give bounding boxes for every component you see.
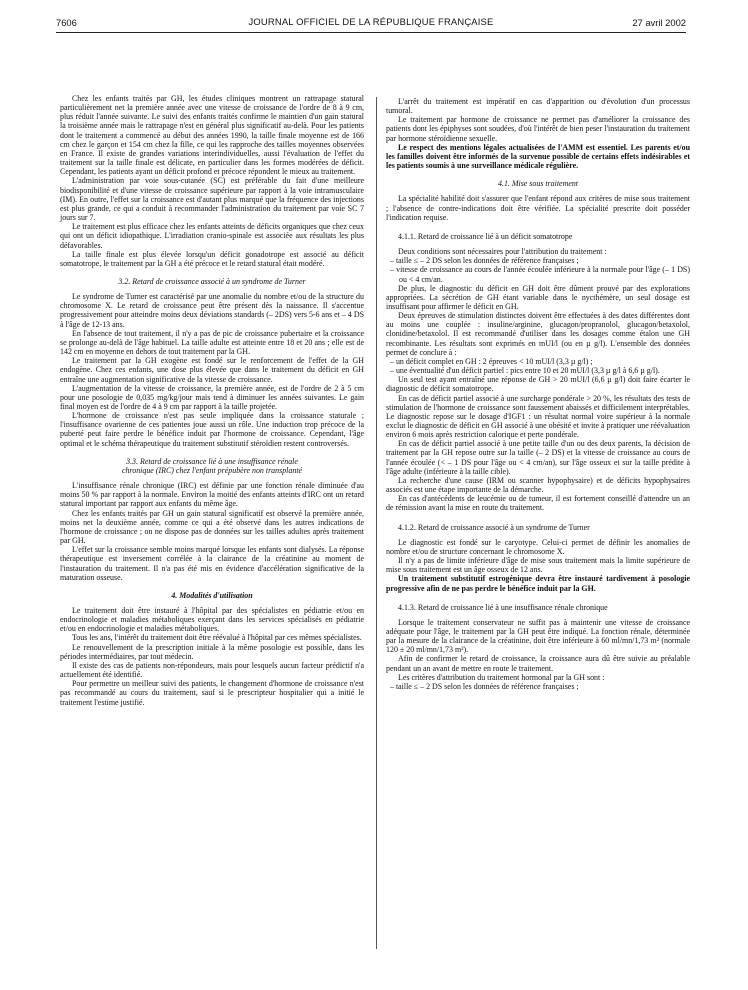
paragraph: L'arrêt du traitement est impératif en cas d'apparition ou d'évolution d'un processus tumoral. [386, 97, 690, 116]
paragraph: L'insuffisance rénale chronique (IRC) est définie par une fonction rénale diminuée d'au moins 50 % par rapport à la normale. Environ la moitié des enfants atteints d'IRC ont un retard statural important par rapport aux enfants du même âge. [60, 481, 364, 509]
paragraph: En cas d'antécédents de leucémie ou de tumeur, il est fortement conseillé d'attendre un an de rémission avant la mise en route du traitement. [386, 494, 690, 513]
paragraph: L'augmentation de la vitesse de croissance, la première année, est de l'ordre de 2 à 5 cm pour une posologie de 0,035 mg/kg/jour mais tend à diminuer les années suivantes. Le gain final moyen est de l'ordre de 4 à 9 cm par rapport à la taille projetée. [60, 383, 364, 411]
paragraph: Le diagnostic est fondé sur le caryotype. Celui-ci permet de définir les anomalies de nombre et/ou de structure concernant le chromosome X. [386, 537, 690, 556]
paragraph: Afin de confirmer le retard de croissance, la croissance aura dû être suivie au préalable pendant un an avant de mettre en route le traitement. [386, 654, 690, 673]
list-item: – vitesse de croissance au cours de l'année écoulée inférieure à la normale pour l'âge (– 1 DS) ou < 4 cm/an. [390, 265, 690, 284]
paragraph: Le traitement est plus efficace chez les enfants atteints de déficits organiques que chez ceux qui ont un déficit idiopathique. L'irradiation cranio-spinale est associée aux résultats les plus défavorables. [60, 222, 364, 250]
paragraph: Les critères d'attribution du traitement hormonal par la GH sont : [398, 672, 605, 682]
section-heading-3-3-line1: 3.3. Retard de croissance lié à une insuffisance rénale [126, 456, 298, 466]
paragraph: Pour permettre un meilleur suivi des patients, le changement d'hormone de croissance n'est pas recommandé au cours du traitement, sauf si le prescripteur hospitalier qui a initié le traitement l'estime justifié. [60, 679, 364, 707]
paragraph: L'administration par voie sous-cutanée (SC) est préférable du fait d'une meilleure biodisponibilité et d'une vitesse de croissance supérieure par rapport à la voie intramusculaire (IM). En outre, l'effet sur la croissance est d'autant plus marqué que la fréquence des injections est plus grande, ce qui a conduit à recommander l'administration du traitement par voie SC 7 jours sur 7. [60, 176, 364, 223]
paragraph: En cas de déficit partiel associé à une petite taille d'un ou des deux parents, la décision de traitement par la GH repose outre sur la taille (– 2 DS) et la vitesse de croissance au cours de l'année écoulée (< – 1 DS pour l'âge ou < 4 cm/an), sur l'âge osseux et sur la taille prédite à l'âge adulte (inférieure à la taille cible). [386, 439, 690, 476]
list-item: – un déficit complet en GH : 2 épreuves < 10 mUI/l (3,3 µ g/l) ; [390, 356, 593, 366]
section-heading-3-3-line2: chronique (IRC) chez l'enfant prépubère non transplanté [121, 465, 303, 475]
section-heading-4: 4. Modalités d'utilisation [171, 590, 253, 600]
paragraph: Le renouvellement de la prescription initiale à la même posologie est possible, dans les périodes intermédiaires, par tout médecin. [60, 642, 364, 661]
criteria-list [386, 256, 690, 283]
paragraph: Le syndrome de Turner est caractérisé par une anomalie du nombre et/ou de la structure du chromosome X. Le retard de croissance peut être présent dès la naissance. Il s'accentue progressivement pour atteindre moins deux déviations standards (– 2DS) vers 5-6 ans et – 4 DS à l'âge de 12-13 ans. [60, 292, 364, 329]
header-rule [56, 32, 686, 33]
journal-title: JOURNAL OFFICIEL DE LA RÉPUBLIQUE FRANÇAISE [248, 16, 494, 27]
list-item: – taille ≤ – 2 DS selon les données de référence françaises ; [390, 681, 579, 691]
paragraph: Tous les ans, l'intérêt du traitement doit être réévalué à l'hôpital par ces mêmes spécialistes. [72, 633, 362, 643]
paragraph: Le traitement par hormone de croissance ne permet pas d'améliorer la croissance des patients dont les épiphyses sont soudées, d'où l'intérêt de bien peser l'instauration du traitement par hormone stéroïdienne sexuelle. [386, 115, 690, 143]
criteria-list [386, 682, 690, 691]
paragraph: De plus, le diagnostic du déficit en GH doit être dûment prouvé par des explorations appropriées. La sécrétion de GH étant variable dans le nycthémère, un seul dosage est insuffisant pour affirmer le déficit en GH. [386, 283, 690, 311]
paragraph: Chez les enfants traités par GH un gain statural significatif est observé la première année, moins net la deuxième année, comme ce qui a été observé dans les autres indications de l'hormone de croissance ; on ne dispose pas de données sur les tailles adultes après traitement par GH. [60, 508, 364, 546]
paragraph: Lorsque le traitement conservateur ne suffit pas à maintenir une vitesse de croissance adéquate pour l'âge, le traitement par la GH peut être indiqué. La fonction rénale, déterminée par la mesure de la clairance de la créatinine, doit être inférieure à 60 ml/mn/1,73 m² (normale 120 ± 20 ml/mn/1,73 m²). [386, 617, 690, 655]
section-heading-3-2: 3.2. Retard de croissance associé à un syndrome de Turner [118, 276, 306, 286]
paragraph: L'effet sur la croissance semble moins marqué lorsque les enfants sont dialysés. La réponse thérapeutique est inversement corrélée à la clairance de la créatinine au moment de l'instauration du traitement. Il n'a pas été mis en évidence d'accélération significative de la maturation osseuse. [60, 545, 364, 582]
column-separator [376, 97, 377, 949]
page-header [56, 14, 686, 30]
section-heading-4-1-2: 4.1.2. Retard de croissance associé à un syndrome de Turner [398, 522, 590, 532]
left-column [60, 94, 364, 707]
paragraph: En cas de déficit partiel associé à une surcharge pondérale > 20 %, les résultats des tests de stimulation de l'hormone de croissance sont faussement abaissés et difficilement interprétables. Le diagnostic repose sur le dosage d'IGF1 : un résultat normal voire supérieur à la normale exclut le diagnostic de déficit en GH associé à une obésité et invite à pratiquer une réévaluation environ 6 mois après restriction calorique et perte pondérale. [386, 393, 690, 440]
section-heading-4-1-3: 4.1.3. Retard de croissance lié à une insuffisance rénale chronique [398, 602, 608, 612]
paragraph: En l'absence de tout traitement, il n'y a pas de pic de croissance pubertaire et la croissance se prolonge au-delà de l'âge habituel. La taille adulte est atteinte entre 18 et 20 ans ; elle est de 142 cm en moyenne en dehors de tout traitement par la GH. [60, 328, 364, 357]
paragraph: La taille finale est plus élevée lorsqu'un déficit gonadotrope est associé au déficit somatotrope, le traitement par la GH a été précoce et le retard statural était modéré. [60, 249, 364, 268]
list-item: – une éventualité d'un déficit partiel : pics entre 10 et 20 mUI/l (3,3 µ g/l à 6,6 µ g/l). [390, 366, 660, 376]
page-number: 7606 [56, 17, 77, 28]
criteria-list [386, 357, 690, 375]
bold-paragraph: Le respect des mentions légales actualisées de l'AMM est essentiel. Les parents et/ou les familles doivent être informés de la survenue possible de certains effets indésirables et les patients soumis à une surveillance médicale régulière. [386, 142, 690, 171]
paragraph: La recherche d'une cause (IRM ou scanner hypophysaire) et de déficits hypophysaires associés est une étape importante de la démarche. [386, 475, 690, 495]
paragraph: Il existe des cas de patients non-répondeurs, mais pour lesquels aucun facteur prédictif n'a actuellement été identifié. [60, 660, 364, 680]
paragraph: Un seul test ayant entraîné une réponse de GH > 20 mUI/l (6,6 µ g/l) doit faire écarter le diagnostic de déficit somatotrope. [386, 375, 690, 394]
list-item: – taille ≤ – 2 DS selon les données de référence françaises ; [390, 256, 579, 266]
bold-paragraph: Un traitement substitutif estrogénique devra être instauré tardivement à posologie progressive afin de ne pas perdre le bénéfice induit par la GH. [386, 574, 690, 593]
paragraph: L'hormone de croissance n'est pas seule impliquée dans la croissance staturale ; l'insuffisance ovarienne de ces patientes joue aussi un rôle. Une induction trop précoce de la puberté peut faire perdre le bénéfice induit par l'hormone de croissance. Cependant, l'âge optimal et le schéma thérapeutique du traitement substitutif stéroïdien restent controversés. [60, 411, 364, 448]
right-column [386, 97, 690, 691]
paragraph: Chez les enfants traités par GH, les études cliniques montrent un rattrapage statural particulièrement net la première année avec une vitesse de croissance de l'ordre de 8 à 9 cm, plus réduit l'année suivante. Le suivi des enfants traités confirme le maintien d'un gain statural la troisième année mais le rattrapage n'est en général plus significatif au-delà. Pour les patients dont le traitement a commencé au début des années 1990, la taille finale moyenne est de 166 cm chez le garçon et 154 cm chez la fille, ce qui les rapproche des tailles moyennes observées en France. Il existe de grandes variations interindividuelles, aussi l'évaluation de l'effet du traitement sur la taille finale est délicate, en particulier dans les formes modérées de déficit. Cependant, les patients ayant un déficit profond et précoce répondent le mieux au traitement. [60, 94, 364, 177]
paragraph: Deux conditions sont nécessaires pour l'attribution du traitement : [398, 247, 607, 257]
section-heading-3-3 [60, 457, 364, 475]
paragraph: Il n'y a pas de limite inférieure d'âge de mise sous traitement mais la limite supérieure de mise sous traitement est un âge osseux de 12 ans. [386, 556, 690, 575]
section-heading-4-1: 4.1. Mise sous traitement [497, 179, 579, 189]
paragraph: Deux épreuves de stimulation distinctes doivent être effectuées à des dates différentes dont au moins une couplée : insuline/arginine, glucagon/propranolol, glucagon/betaxolol, clonidine/betaxolol. Il est recommandé d'utiliser dans les dosages comme étalon une GH recombinante. Les résultats sont exprimés en mUI/l (ou en µ g/l). L'ensemble des données permet de conclure à : [386, 311, 690, 357]
paragraph: La spécialité habilité doit s'assurer que l'enfant répond aux critères de mise sous traitement ; l'absence de contre-indications doit être vérifiée. La spécialité prescrite doit posséder l'indication requise. [386, 194, 690, 222]
paragraph: Le traitement doit être instauré à l'hôpital par des spécialistes en pédiatrie et/ou en endocrinologie et maladies métaboliques exerçant dans les services spécialisés en pédiatrie et/ou en endocrinologie et maladies métaboliques. [60, 605, 364, 634]
paragraph: Le traitement par la GH exogène est fondé sur le renforcement de l'effet de la GH endogène. Chez ces enfants, une dose plus élevée que dans le traitement du déficit en GH entraîne une augmentation significative de la vitesse de croissance. [60, 356, 364, 384]
publication-date: 27 avril 2002 [632, 17, 686, 28]
section-heading-4-1-1: 4.1.1. Retard de croissance lié à un déficit somatotrope [398, 231, 573, 241]
